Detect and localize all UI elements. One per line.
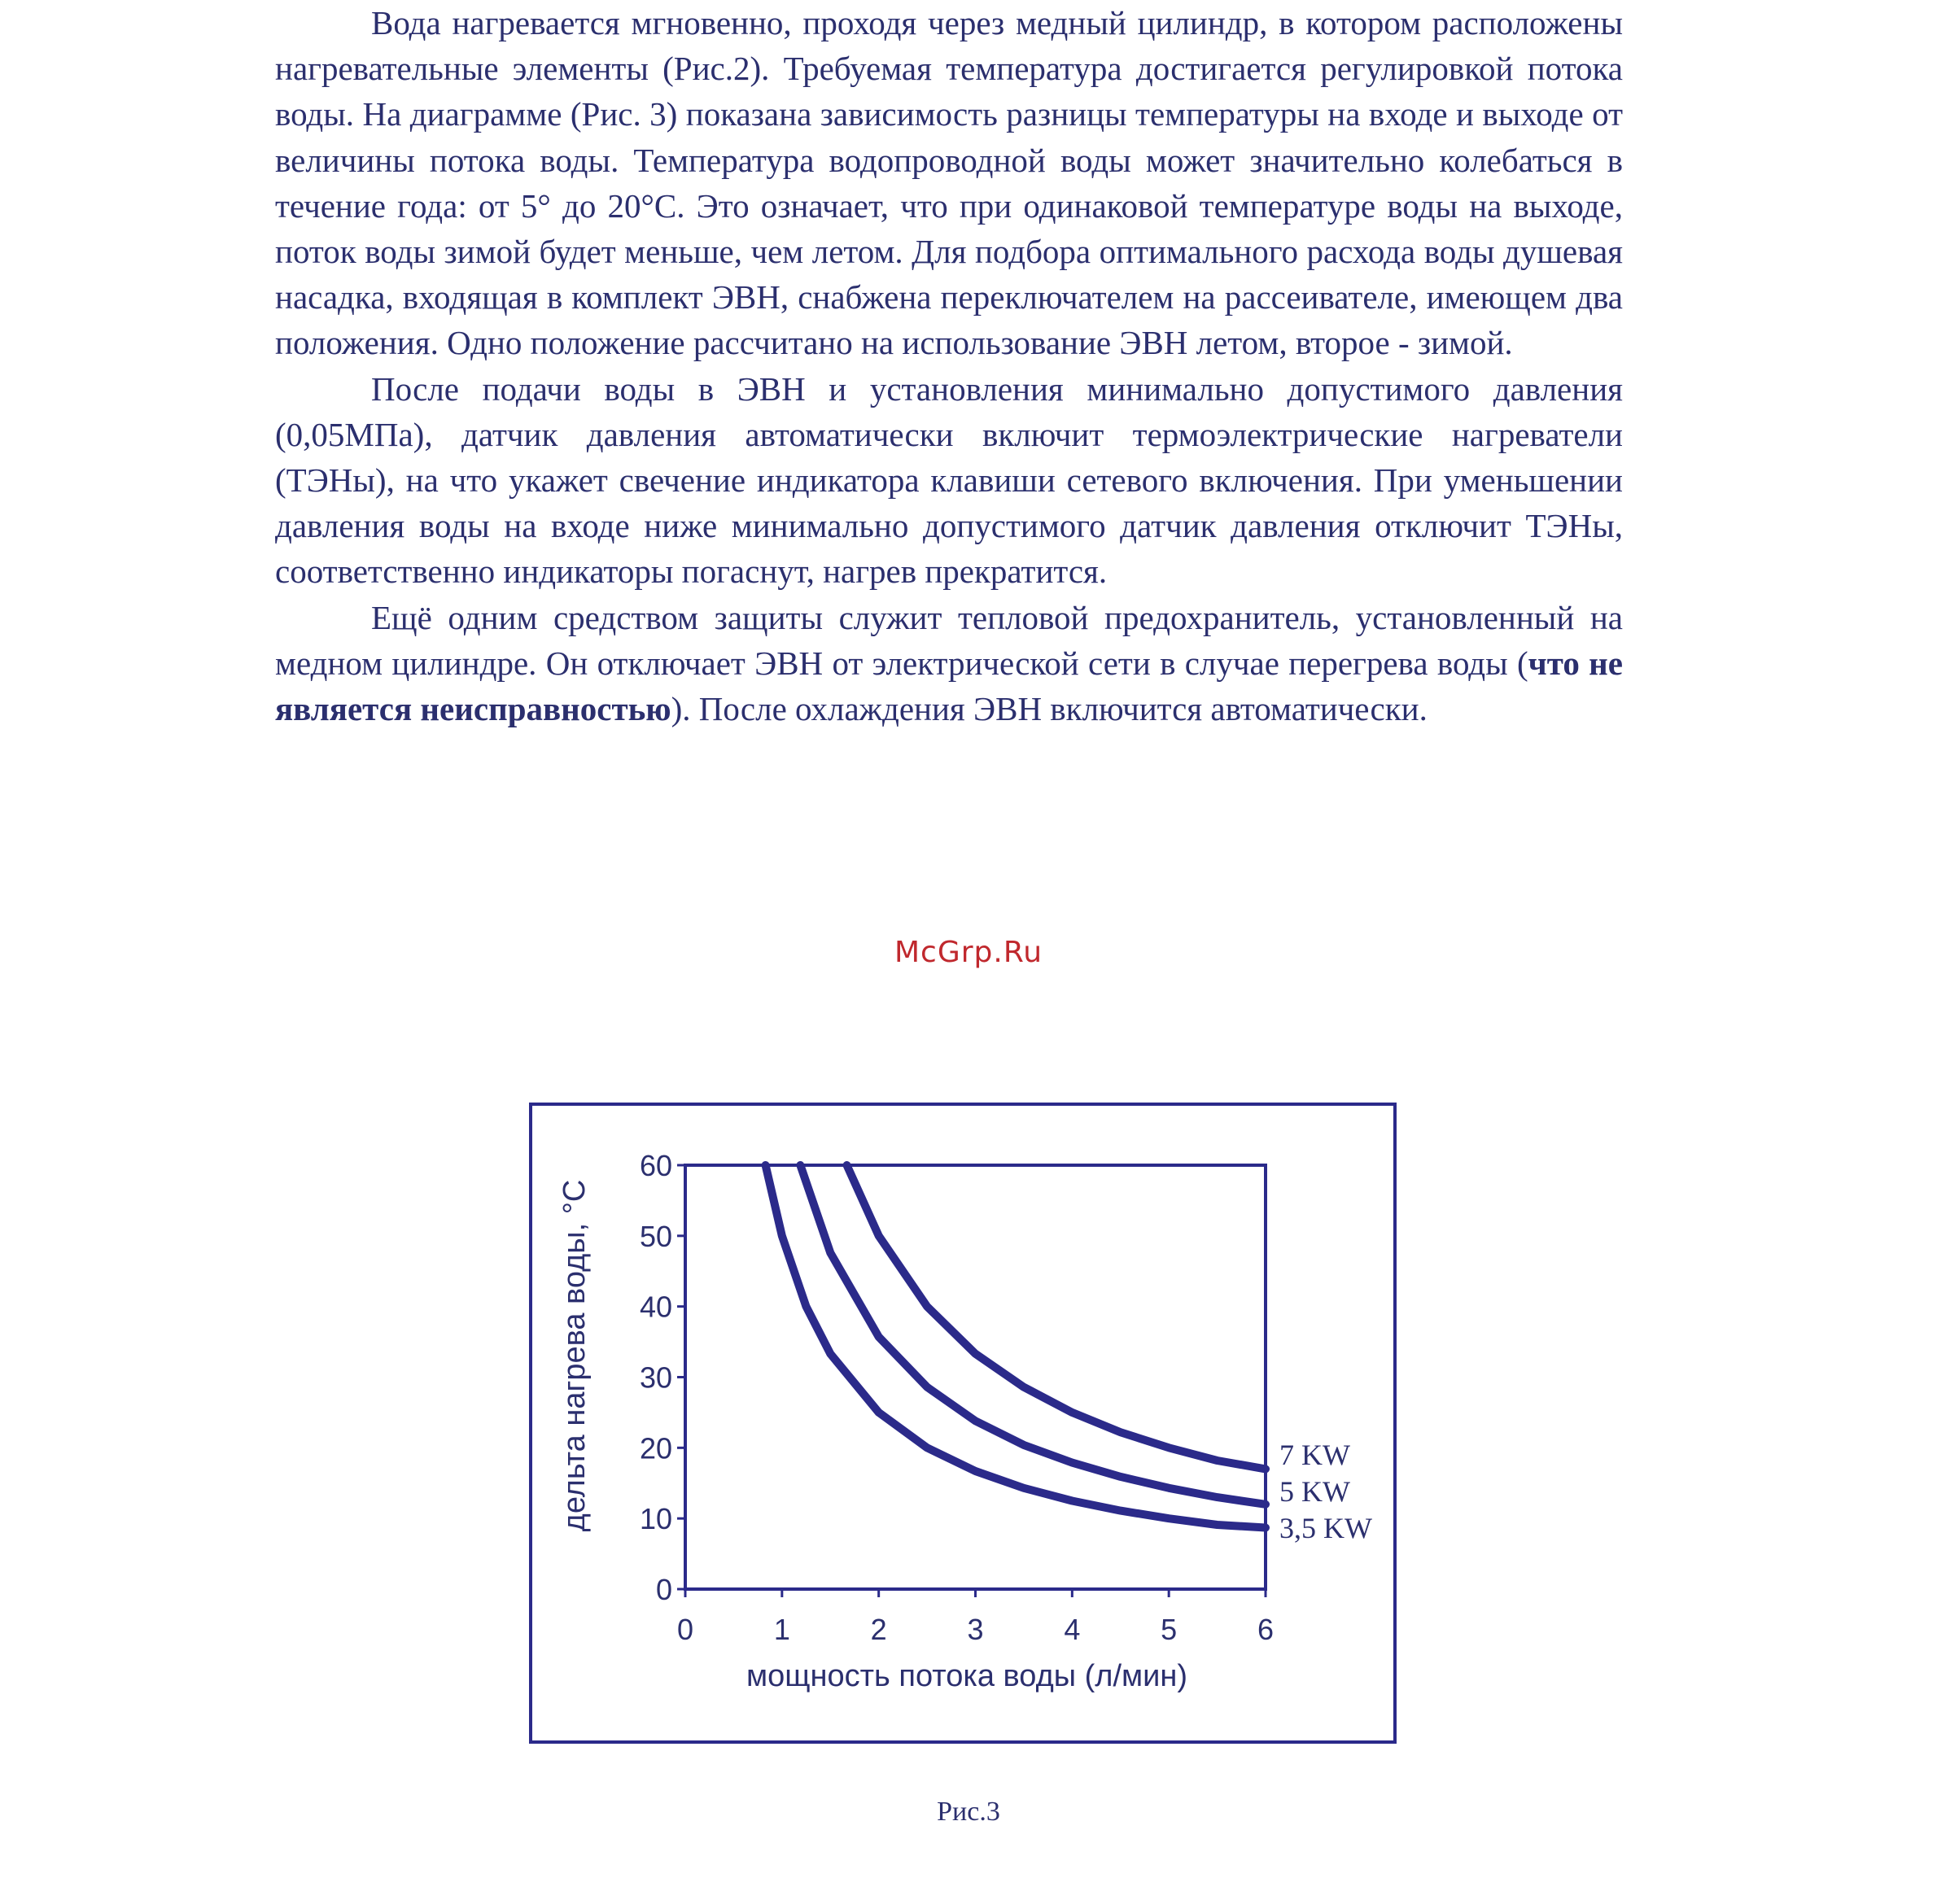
- x-tick-label: 2: [870, 1613, 887, 1646]
- y-tick-label: 10: [639, 1502, 672, 1536]
- watermark-link[interactable]: McGrp.Ru: [894, 936, 1043, 969]
- y-tick-label: 60: [639, 1149, 672, 1182]
- series-line-1: [847, 1165, 1266, 1469]
- series-line-3: [766, 1165, 1266, 1528]
- series-label-2: 5 KW: [1279, 1475, 1350, 1508]
- x-tick-label: 3: [967, 1613, 984, 1646]
- y-tick-label: 20: [639, 1431, 672, 1465]
- paragraph-3-text-end: ). После охлаждения ЭВН включится автоматически.: [671, 690, 1428, 728]
- y-tick-label: 40: [639, 1290, 672, 1324]
- paragraph-2: После подачи воды в ЭВН и установления минимально допустимого давления (0,05МПа), датчик давления автоматически включит термоэлектрические нагреватели (ТЭНы), на что укажет свечение индикатора клавиши сетевого включения. При уменьшении давления воды на входе ниже минимально допустимого датчик давления отключит ТЭНы, соответственно индикаторы погаснут, нагрев прекратится.: [275, 369, 1623, 591]
- paragraph-3-bold: что не является неисправностью: [275, 644, 1623, 728]
- paragraph-1: Вода нагревается мгновенно, проходя через медный цилиндр, в котором расположены нагревательные элементы (Рис.2). Требуемая температура достигается регулировкой потока воды. На диаграмме (Рис. 3) показана зависимость разницы температуры на входе и выходе от величины потока воды. Температура водопроводной воды может значительно колебаться в течение года: от 5° до 20°С. Это означает, что при одинаковой температуре воды на выходе, поток воды зимой будет меньше, чем летом. Для подбора оптимального расхода воды душевая насадка, входящая в комплект ЭВН, снабжена переключателем на рассеивателе, имеющем два положения. Одно положение рассчитано на использование ЭВН летом, второе - зимой.: [275, 4, 1623, 362]
- series-label-1: 7 KW: [1279, 1439, 1350, 1471]
- x-tick-label: 5: [1161, 1613, 1178, 1646]
- y-axis-label: дельта нагрева воды, °С: [557, 1179, 592, 1532]
- x-axis-label: мощность потока воды (л/мин): [746, 1659, 1188, 1693]
- plot-layer: [640, 1149, 1372, 1646]
- x-tick-label: 4: [1064, 1613, 1081, 1646]
- x-tick-label: 6: [1257, 1613, 1275, 1646]
- y-tick-label: 30: [639, 1360, 672, 1395]
- plot-area: [685, 1165, 1266, 1589]
- y-tick-label: 0: [655, 1573, 672, 1606]
- series-label-3: 3,5 KW: [1279, 1512, 1372, 1544]
- x-tick-label: 0: [676, 1613, 694, 1646]
- figure-caption: Рис.3: [937, 1797, 1000, 1827]
- x-tick-label: 1: [773, 1613, 790, 1646]
- y-tick-label: 50: [639, 1219, 672, 1253]
- paragraph-3-text-start: Ещё одним средством защиты служит тепловой предохранитель, установленный на медном цилиндре. Он отключает ЭВН от электрической сети в случае перегрева воды (: [275, 598, 1623, 682]
